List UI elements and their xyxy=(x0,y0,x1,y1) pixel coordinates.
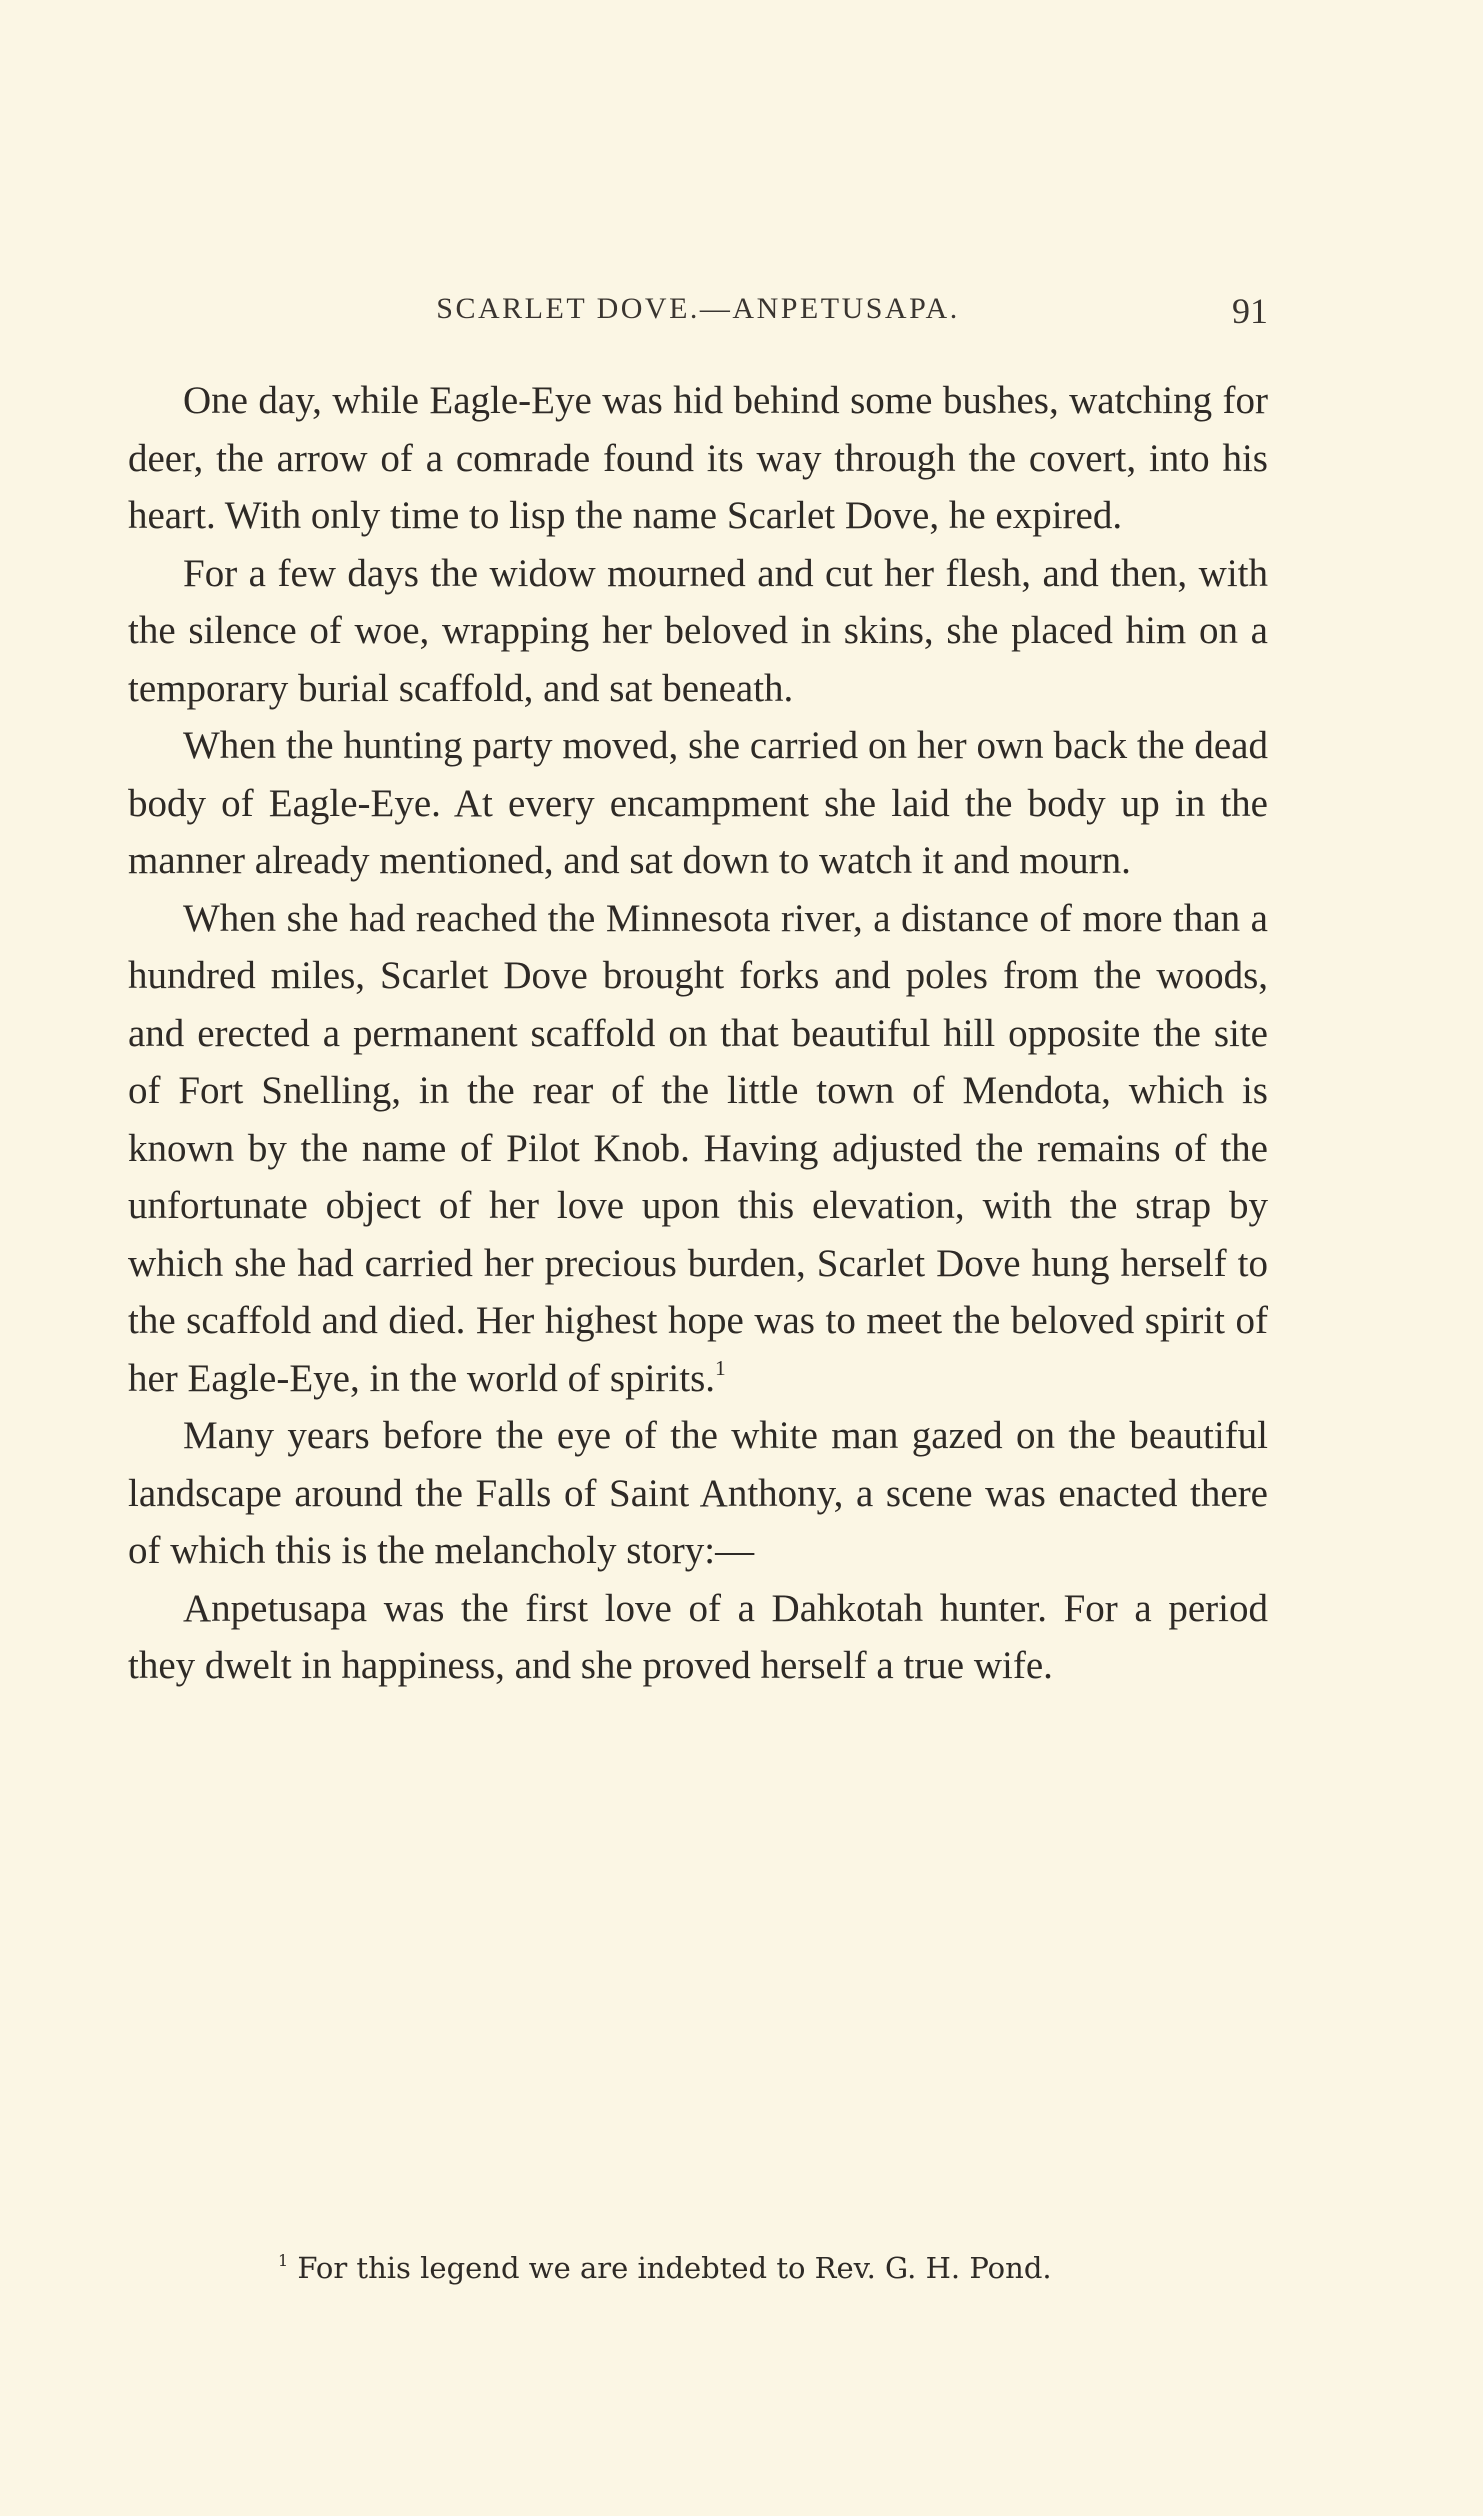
footnote-text: For this legend we are indebted to Rev. G. H. Pond. xyxy=(297,2251,1052,2285)
footnote xyxy=(128,2248,1268,2288)
paragraph-pilot-knob-text: When she had reached the Minnesota river, a distance of more than a hundred miles, Scarlet Dove brought forks and poles from the woods, and erected a permanent scaffold on that beautiful hill opposite the site of Fort Snelling, in the rear of the little town of Mendota, which is known by the name of Pilot Knob. Having adjusted the remains of the unfortunate object of her love upon this elevation, with the strap by which she had carried her precious burden, Scarlet Dove hung herself to the scaffold and died. Her highest hope was to meet the beloved spirit of her Eagle-Eye, in the world of spirits. xyxy=(128,896,1268,1400)
paragraph-anpetusapa: Anpetusapa was the first love of a Dahkotah hunter. For a period they dwelt in happiness, and she proved herself a true wife. xyxy=(128,1586,1268,1687)
page-number: 91 xyxy=(1232,291,1268,331)
footnote-reference: 1 xyxy=(715,1355,726,1380)
running-title: SCARLET DOVE.—ANPETUSAPA. xyxy=(436,292,960,325)
footnote-marker: 1 xyxy=(278,2251,289,2271)
body-text xyxy=(128,372,1268,1695)
paragraph-hunting-party: When the hunting party moved, she carried on her own back the dead body of Eagle-Eye. At every encampment she laid the body up in the manner already mentioned, and sat down to watch it and mourn. xyxy=(128,724,1268,882)
running-head xyxy=(128,292,1268,340)
paragraph-pilot-knob xyxy=(128,890,1268,1408)
paragraph-widow-mourning: For a few days the widow mourned and cut her flesh, and then, with the silence of woe, wrapping her beloved in skins, she placed him on a temporary burial scaffold, and sat beneath. xyxy=(128,551,1268,710)
paragraph-falls-of-saint-anthony: Many years before the eye of the white man gazed on the beautiful landscape around the Falls of Saint Anthony, a scene was enacted there of which this is the melancholy story:— xyxy=(128,1414,1268,1572)
paragraph-eagle-eye-death: One day, while Eagle-Eye was hid behind some bushes, watching for deer, the arrow of a comrade found its way through the covert, into his heart. With only time to lisp the name Scarlet Dove, he expired. xyxy=(128,379,1268,537)
